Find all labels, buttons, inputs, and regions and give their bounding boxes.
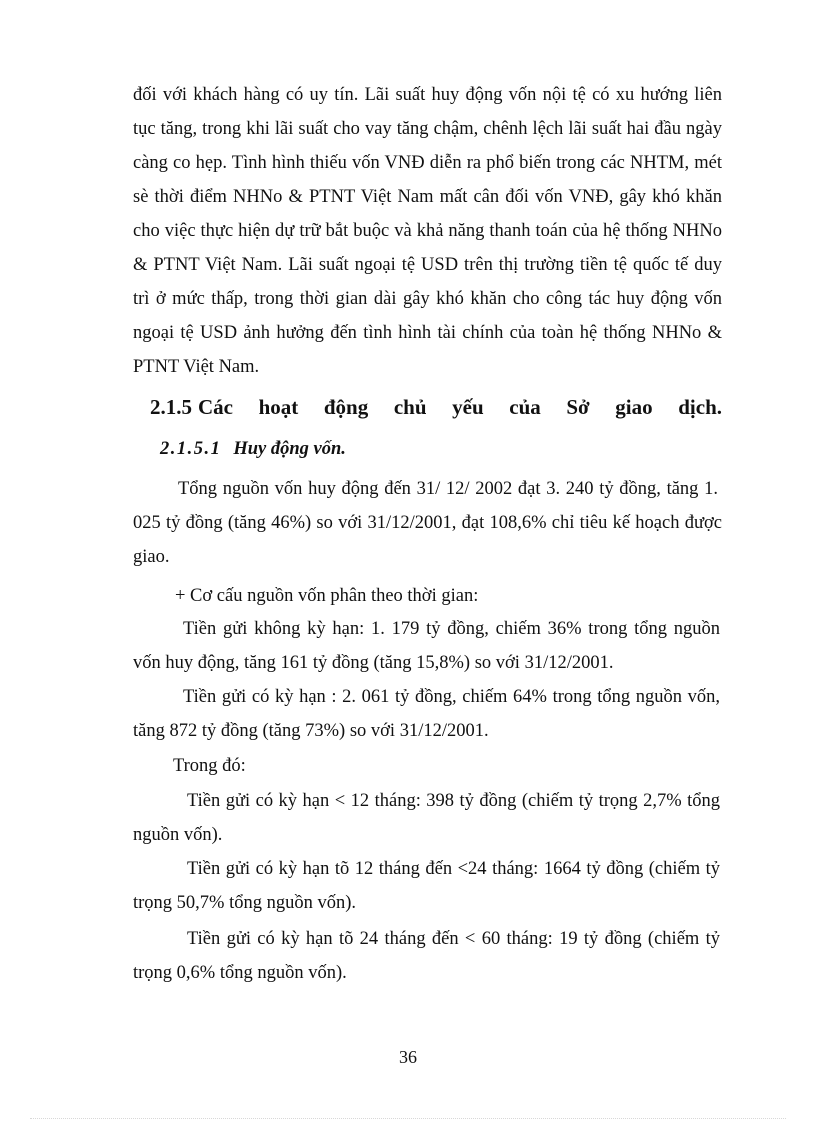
text-line: ngoại tệ USD ảnh hưởng đến tình hình tài chính của toàn hệ thống NHNo &: [133, 323, 722, 343]
text-line: Tiền gửi có kỳ hạn tõ 24 tháng đến < 60 tháng: 19 tỷ đồng (chiếm tỷ: [187, 929, 720, 949]
text-line: càng co hẹp. Tình hình thiếu vốn VNĐ diễn ra phổ biến trong các NHTM, mét: [133, 153, 722, 173]
text-line: nguồn vốn).: [133, 825, 223, 845]
section-number: 2.1.5: [150, 395, 192, 419]
text-line: trọng 0,6% tổng nguồn vốn).: [133, 963, 347, 983]
text-line: Tiền gửi có kỳ hạn tõ 12 tháng đến <24 tháng: 1664 tỷ đồng (chiếm tỷ: [187, 859, 720, 879]
subsection-title: Huy động vốn.: [233, 439, 346, 459]
subsection-heading: [160, 436, 346, 462]
text-line: & PTNT Việt Nam. Lãi suất ngoại tệ USD trên thị trường tiền tệ quốc tế duy: [133, 255, 722, 275]
text-line: đối với khách hàng có uy tín. Lãi suất huy động vốn nội tệ có xu hướng liên: [133, 85, 722, 105]
text-line: Tiền gửi có kỳ hạn < 12 tháng: 398 tỷ đồng (chiếm tỷ trọng 2,7% tổng: [187, 791, 720, 811]
page-number: 36: [399, 1047, 417, 1067]
text-line: Tiền gửi có kỳ hạn : 2. 061 tỷ đồng, chiếm 64% trong tổng nguồn vốn,: [183, 687, 720, 707]
text-line: cho việc thực hiện dự trữ bắt buộc và khả năng thanh toán của hệ thống NHNo: [133, 221, 722, 241]
text-line: PTNT Việt Nam.: [133, 357, 260, 377]
text-line: giao.: [133, 547, 170, 567]
in-which-label: Trong đó:: [173, 756, 246, 776]
text-line: vốn huy động, tăng 161 tỷ đồng (tăng 15,8%) so với 31/12/2001.: [133, 653, 614, 673]
text-line: Tổng nguồn vốn huy động đến 31/ 12/ 2002 đạt 3. 240 tỷ đồng, tăng 1.: [178, 479, 718, 499]
subsection-number: 2.1.5.1: [160, 439, 222, 459]
structure-heading: + Cơ cấu nguồn vốn phân theo thời gian:: [175, 586, 479, 606]
text-line: tục tăng, trong khi lãi suất cho vay tăng chậm, chênh lệch lãi suất hai đầu ngày: [133, 119, 722, 139]
footer-divider: [30, 1118, 786, 1119]
section-title: Các hoạt động chủ yếu của Sở giao dịch.: [198, 395, 722, 419]
text-line: trì ở mức thấp, trong thời gian dài gây khó khăn cho công tác huy động vốn: [133, 289, 722, 309]
text-line: 025 tỷ đồng (tăng 46%) so với 31/12/2001, đạt 108,6% chỉ tiêu kế hoạch được: [133, 513, 722, 533]
section-heading: [150, 392, 722, 422]
text-line: tăng 872 tỷ đồng (tăng 73%) so với 31/12/2001.: [133, 721, 489, 741]
text-line: trọng 50,7% tổng nguồn vốn).: [133, 893, 357, 913]
text-line: sè thời điểm NHNo & PTNT Việt Nam mất cân đối vốn VNĐ, gây khó khăn: [133, 187, 722, 207]
text-line: Tiền gửi không kỳ hạn: 1. 179 tỷ đồng, chiếm 36% trong tổng nguồn: [183, 619, 720, 639]
